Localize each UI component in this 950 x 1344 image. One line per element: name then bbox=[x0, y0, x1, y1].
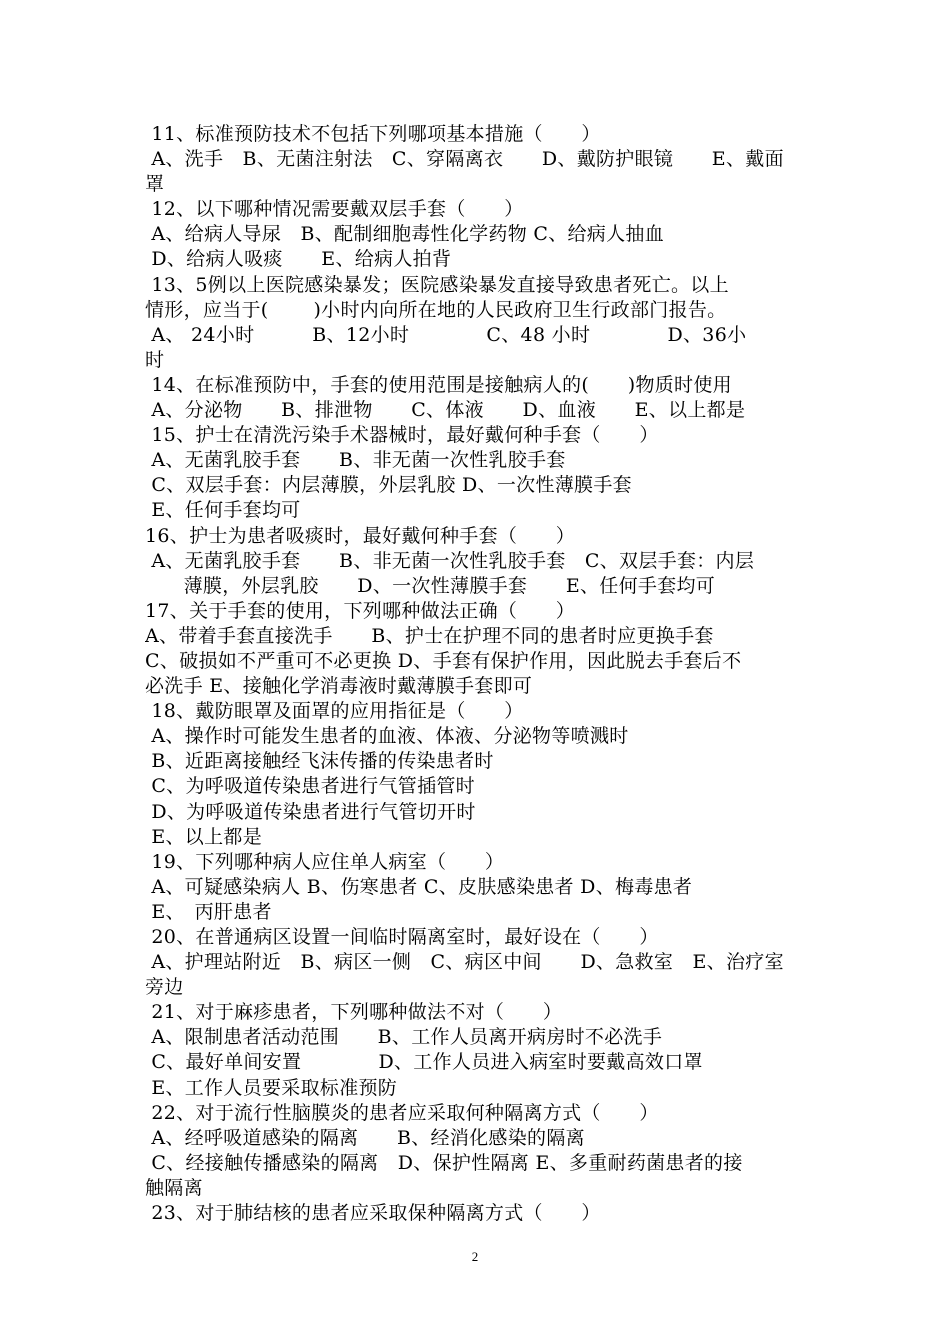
text-line: A、经呼吸道感染的隔离 B、经消化感染的隔离 bbox=[145, 1126, 585, 1149]
text-line: E、 丙肝患者 bbox=[145, 900, 272, 923]
text-line: D、为呼吸道传染患者进行气管切开时 bbox=[145, 800, 476, 823]
text-line: C、经接触传播感染的隔离 D、保护性隔离 E、多重耐药菌患者的接 bbox=[145, 1151, 743, 1174]
text-line: A、无菌乳胶手套 B、非无菌一次性乳胶手套 C、双层手套：内层 bbox=[145, 549, 755, 572]
text-line: 17、关于手套的使用，下列哪种做法正确（ ） bbox=[145, 599, 576, 622]
text-line: B、近距离接触经飞沫传播的传染患者时 bbox=[145, 750, 494, 773]
text-line: A、给病人导尿 B、配制细胞毒性化学药物 C、给病人抽血 bbox=[145, 223, 665, 246]
page-number: 2 bbox=[471, 1249, 479, 1264]
text-line: E、任何手套均可 bbox=[145, 499, 301, 522]
text-line: A、带着手套直接洗手 B、护士在护理不同的患者时应更换手套 bbox=[145, 624, 714, 647]
text-line: A、 24小时 B、12小时 C、48 小时 D、36小 bbox=[145, 323, 747, 346]
text-line: 时 bbox=[145, 348, 165, 371]
text-line: A、限制患者活动范围 B、工作人员离开病房时不必洗手 bbox=[145, 1026, 663, 1049]
text-line: 19、下列哪种病人应住单人病室（ ） bbox=[145, 850, 505, 873]
text-line: 21、对于麻疹患者，下列哪种做法不对（ ） bbox=[145, 1001, 563, 1024]
text-line: C、破损如不严重可不必更换 D、手套有保护作用，因此脱去手套后不 bbox=[145, 649, 742, 672]
text-line: 23、对于肺结核的患者应采取保种隔离方式（ ） bbox=[145, 1202, 601, 1225]
text-line: 罩 bbox=[145, 173, 165, 196]
text-line: A、无菌乳胶手套 B、非无菌一次性乳胶手套 bbox=[145, 449, 566, 472]
text-line: 13、5例以上医院感染暴发；医院感染暴发直接导致患者死亡。以上 bbox=[145, 273, 729, 296]
text-line: E、工作人员要采取标准预防 bbox=[145, 1076, 398, 1099]
text-line: A、洗手 B、无菌注射法 C、穿隔离衣 D、戴防护眼镜 E、戴面 bbox=[145, 148, 784, 171]
text-line: 15、护士在清洗污染手术器械时，最好戴何种手套（ ） bbox=[145, 424, 659, 447]
text-line: 必洗手 E、接触化学消毒液时戴薄膜手套即可 bbox=[145, 675, 533, 698]
text-line: 旁边 bbox=[145, 976, 184, 999]
text-line: A、分泌物 B、排泄物 C、体液 D、血液 E、以上都是 bbox=[145, 399, 746, 422]
question-text-body bbox=[145, 122, 810, 1226]
text-line: E、以上都是 bbox=[145, 825, 263, 848]
text-line: A、可疑感染病人 B、伤寒患者 C、皮肤感染患者 D、梅毒患者 bbox=[145, 875, 693, 898]
text-line: 16、护士为患者吸痰时，最好戴何种手套（ ） bbox=[145, 524, 576, 547]
text-line: A、护理站附近 B、病区一侧 C、病区中间 D、急救室 E、治疗室 bbox=[145, 951, 784, 974]
text-line: C、最好单间安置 D、工作人员进入病室时要戴高效口罩 bbox=[145, 1051, 703, 1074]
text-line: C、双层手套：内层薄膜，外层乳胶 D、一次性薄膜手套 bbox=[145, 474, 632, 497]
text-line: 薄膜，外层乳胶 D、一次性薄膜手套 E、任何手套均可 bbox=[145, 574, 716, 597]
text-line: 情形，应当于( )小时内向所在地的人民政府卫生行政部门报告。 bbox=[145, 298, 727, 321]
text-line: D、给病人吸痰 E、给病人拍背 bbox=[145, 248, 452, 271]
text-line: 22、对于流行性脑膜炎的患者应采取何种隔离方式（ ） bbox=[145, 1101, 659, 1124]
text-line: 18、戴防眼罩及面罩的应用指征是（ ） bbox=[145, 700, 524, 723]
text-line: 触隔离 bbox=[145, 1176, 203, 1199]
text-line: 12、以下哪种情况需要戴双层手套（ ） bbox=[145, 198, 524, 221]
text-line: 20、在普通病区设置一间临时隔离室时，最好设在（ ） bbox=[145, 926, 659, 948]
text-line: C、为呼吸道传染患者进行气管插管时 bbox=[145, 775, 475, 798]
text-line: 14、在标准预防中，手套的使用范围是接触病人的( )物质时使用 bbox=[145, 373, 732, 396]
text-line: A、操作时可能发生患者的血液、体液、分泌物等喷溅时 bbox=[145, 725, 629, 748]
text-line: 11、标准预防技术不包括下列哪项基本措施（ ） bbox=[145, 123, 601, 145]
